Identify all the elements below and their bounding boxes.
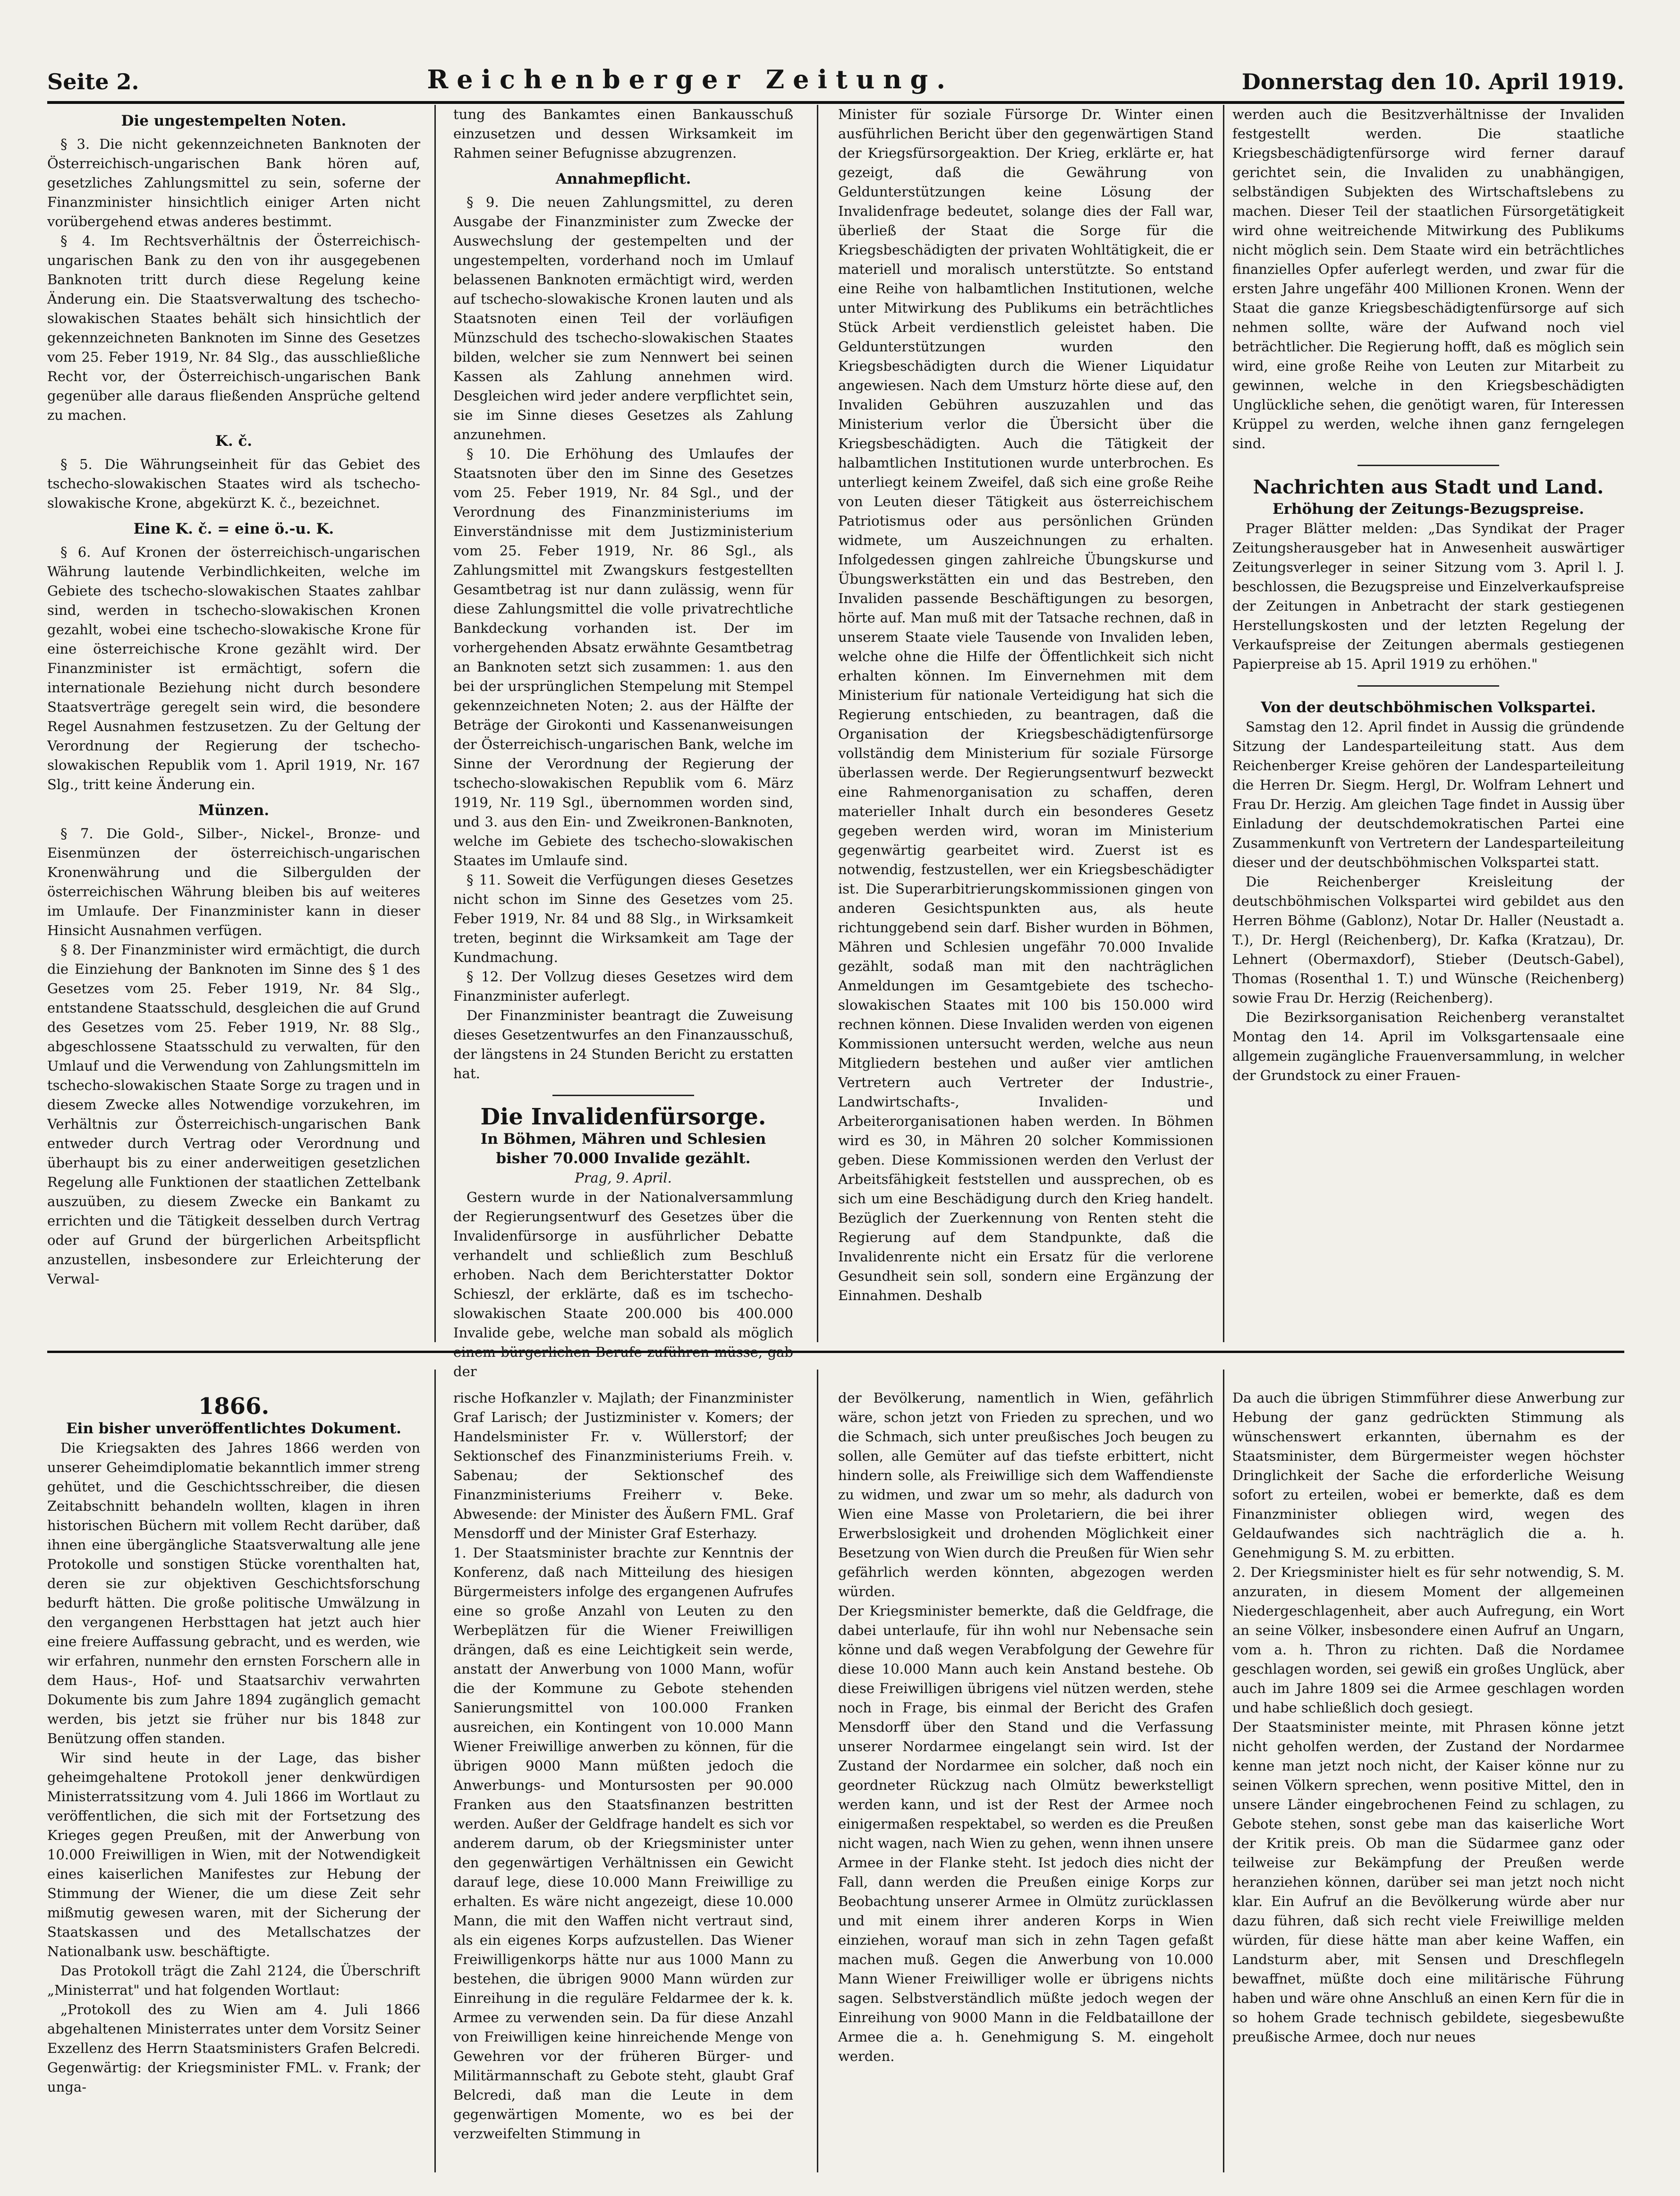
paragraph: § 7. Die Gold-, Silber-, Nickel-, Bronze- und Eisenmünzen der österreichisch-ungarischen Kronenwährung und die Silbergulden der österreichischen Währung bleiben bis auf weiteres im Umlaufe. Der Finanzminister kann in dieser Hinsicht Ausnahmen verfügen. bbox=[47, 826, 420, 938]
paragraph: § 4. Im Rechtsverhältnis der Österreichisch-ungarischen Bank zu den von ihr ausgegebenen Banknoten tritt durch diese Regelung keine Änderung ein. Die Staatsverwaltung des tschecho-slowakischen Staates behält sich hinsichtlich der gekennzeichneten Banknoten im Sinne des Gesetzes vom 25. Feber 1919, Nr. 84 Slg., das ausschließliche Recht vor, der Österreichisch-ungarischen Bank gegenüber alle daraus fließenden Ansprüche geltend zu machen. bbox=[47, 233, 420, 423]
column-rule bbox=[817, 1370, 818, 2172]
page-number: Seite 2. bbox=[47, 69, 139, 94]
article-subtitle: In Böhmen, Mähren und Schlesien bisher 70.000 Invalide gezählt. bbox=[480, 1131, 766, 1167]
newspaper-title: Reichenberger Zeitung. bbox=[427, 64, 954, 94]
paragraph: § 10. Die Erhöhung des Umlaufes der Staatsnoten über den im Sinne des Gesetzes vom 25. Feber 1919, Nr. 84 Sgl., und der Verordnung des Finanzministeriums im Einverständnisse mit dem Justizministerium vom 25. Feber 1919, Nr. 86 Sgl., als Zahlungsmittel mit Zwangskurs festgestellten Gesamtbetrag ist nur dann zulässig, wenn für diese Zahlungsmittel die volle privatrechtliche Bankdeckung vorhanden ist. Der im vorhergehenden Absatz erwähnte Gesamtbetrag an Banknoten setzt sich zusammen: 1. aus den bei der ursprünglichen Stempelung mit Stempel gekennzeichneten Noten; 2. aus der Hälfte der Beträge der Girokonti und Kassenanweisungen der Österreichisch-ungarischen Bank, welche im Sinne der Verordnung der Regierung der tschecho-slowakischen Republik vom 6. März 1919, Nr. 119 Sgl., übernommen worden sind, und 3. aus den Ein- und Zweikronen-Banknoten, welche im Gebiete des tschecho-slowakischen Staates im Umlaufe sind. bbox=[453, 446, 793, 868]
divider bbox=[1358, 685, 1499, 687]
subheading: Von der deutschböhmischen Volkspartei. bbox=[1261, 699, 1596, 716]
column-1 bbox=[47, 105, 420, 1289]
column-3 bbox=[838, 105, 1213, 1305]
paragraph: § 8. Der Finanzminister wird ermächtigt, die durch die Einziehung der Banknoten im Sinne des § 1 des Gesetzes vom 25. Feber 1919, Nr. 84 Slg., entstandene Staatsschuld, desgleichen die auf Grund des Gesetzes vom 25. Feber 1919, Nr. 88 Slg., abgeschlossene Staatsschuld zu verwalten, für den Umlauf und die Verwendung von Zahlungsmitteln im tschecho-slowakischen Staate Sorge zu tragen und in diesem Zwecke alles Notwendige vorzukehren, im Verhältnis zur Österreichisch-ungarischen Bank entweder durch Vertrag oder Verordnung und überhaupt bis zu einer anderweitigen gesetzlichen Regelung alle Funktionen der staatlichen Zettelbank auszuüben, zu diesem Zwecke ein Bankamt zu errichten und die Tätigkeit desselben durch Vertrag oder auf Grund der bürgerlichen Arbeitspflicht anzustellen, insbesondere zur Erleichterung der Verwal- bbox=[47, 942, 420, 1287]
paragraph: Die Kriegsakten des Jahres 1866 werden von unserer Geheimdiplomatie bekanntlich immer streng gehütet, und die Geschichtsschreiber, die diesen Zeitabschnitt behandeln wollten, klagen in ihren historischen Büchern mit vollem Recht darüber, daß ihnen eine übergängliche Staatsverwaltung alle jene Protokolle und sonstigen Stücke vorenthalten hat, deren sie zur objektiven Geschichtsforschung bedurft hätten. Die große politische Umwälzung in den vergangenen Herbsttagen hat jetzt auch hier eine freiere Auffassung gebracht, und es werden, wie wir erfahren, nunmehr den ernsten Forschern alle in dem Haus-, Hof- und Staatsarchiv verwahrten Dokumente bis zum Jahre 1894 zugänglich gemacht werden, bis jetzt sie früher nur bis 1848 zur Benützung offen standen. bbox=[47, 1440, 420, 1746]
issue-date: Donnerstag den 10. April 1919. bbox=[1241, 69, 1624, 94]
paragraph: der Bevölkerung, namentlich in Wien, gefährlich wäre, schon jetzt von Frieden zu sprechen, und wo die Schmach, sich unter preußisches Joch beugen zu sollen, alle Gemüter auf das tiefste erbittert, nicht hindern solle, als Freiwillige sich dem Waffendienste zu widmen, und zwar um so mehr, als dadurch von Wien eine Masse von Proletariern, die bei ihrer Erwerbslosigkeit und drohenden Möglichkeit einer Besetzung von Wien durch die Preußen für Wien sehr gefährlich werden könnten, abgezogen werden würden. Der Kriegsminister bemerkte, daß die Geldfrage, die dabei unterlaufe, für ihn wohl nur Nebensache sein könne und daß wegen Verabfolgung der Gewehre für diese 10.000 Mann auch kein Anstand bestehe. Ob diese Freiwilligen übrigens viel nützen werden, stehe noch in Frage, bis einmal der Bericht des Grafen Mensdorff über den Stand und die Verfassung unserer Nordarmee eingelangt sein wird. Ist der Zustand der Nordarmee ein solcher, daß noch ein geordneter Rückzug nach Olmütz bewerkstelligt werden kann, und ist der Rest der Armee noch einigermaßen respektabel, so werden es die Preußen nicht wagen, nach Wien zu gehen, wenn ihnen unsere Armee in der Flanke steht. Ist jedoch dies nicht der Fall, dann werden die Preußen einige Korps zur Beobachtung unserer Armee in Olmütz zurücklassen und mit einem ihrer anderen Korps in Wien einziehen, worauf man sich in zehn Tagen gefaßt machen muß. Gegen die Anwerbung von 10.000 Mann Wiener Freiwilliger wolle er übrigens nichts sagen. Selbstverständlich müßte jedoch wegen der Einreihung von 9000 Mann in die Feldbataillone der Armee die a. h. Genehmigung S. M. eingeholt werden. bbox=[838, 1390, 1213, 2064]
paragraph: „Protokoll des zu Wien am 4. Juli 1866 abgehaltenen Ministerrates unter dem Vorsitz Seiner Exzellenz des Herrn Staatsministers Grafen Belcredi. Gegenwärtig: der Kriegsminister FML. v. Frank; der unga- bbox=[47, 2001, 420, 2095]
column-rule bbox=[434, 105, 436, 1342]
paragraph: § 3. Die nicht gekennzeichneten Banknoten der Österreichisch-ungarischen Bank hören auf, gesetzliches Zahlungsmittel zu sein, soferne der Finanzminister hinsichtlich einiger Arten nicht vorübergehend etwas anderes bestimmt. bbox=[47, 136, 420, 230]
article-title: Die Invalidenfürsorge. bbox=[480, 1104, 766, 1130]
paragraph: tung des Bankamtes einen Bankausschuß einzusetzen und dessen Wirksamkeit im Rahmen seiner Befugnisse abzugrenzen. bbox=[453, 106, 793, 161]
paragraph: Die Bezirksorganisation Reichenberg veranstaltet Montag den 14. April im Volksgartensaale eine allgemein zugängliche Frauenversammlung, in welcher der Grundstock zu einer Frauen- bbox=[1232, 1009, 1624, 1083]
column-4 bbox=[1232, 105, 1624, 1085]
paragraph: Der Finanzminister beantragt die Zuweisung dieses Gesetzentwurfes an den Finanzausschuß, der längstens in 24 Stunden Bericht zu erstatten hat. bbox=[453, 1007, 793, 1081]
paragraph: § 11. Soweit die Verfügungen dieses Gesetzes nicht schon im Sinne des Gesetzes vom 25. Feber 1919, Nr. 84 und 88 Slg., in Wirksamkeit treten, beginnt die Wirksamkeit am Tage der Kundmachung. bbox=[453, 872, 793, 965]
article-subtitle: Ein bisher unveröffentlichtes Dokument. bbox=[66, 1420, 401, 1437]
section-heading: Die ungestempelten Noten. bbox=[121, 112, 347, 129]
paragraph: Die Reichenberger Kreisleitung der deutschböhmischen Volkspartei wird gebildet aus den Herren Böhme (Gablonz), Notar Dr. Haller (Neustadt a. T.), Dr. Hergl (Reichenberg), Dr. Kafka (Kratzau), Dr. Lehnert (Obermaxdorf), Stieber (Deutsch-Gabel), Thomas (Rosenthal 1. T.) und Wünsche (Reichenberg) sowie Frau Dr. Herzig (Reichenberg). bbox=[1232, 874, 1624, 1006]
column-rule bbox=[817, 105, 818, 1342]
paragraph: Da auch die übrigen Stimmführer diese Anwerbung zur Hebung der ganz gedrückten Stimmung als wünschenswert erkannten, übernahm es der Staatsminister, dem Bürgermeister wegen höchster Dringlichkeit der Sache die erforderliche Weisung sofort zu erteilen, wobei er bemerkte, daß es dem Finanzminister obliegen wird, wegen des Geldaufwandes sich nachträglich die a. h. Genehmigung S. M. zu erbitten. 2. Der Kriegsminister hielt es für sehr notwendig, S. M. anzuraten, in diesem Moment der allgemeinen Niedergeschlagenheit, aber auch Aufregung, ein Wort an seine Völker, insbesondere einen Aufruf an Ungarn, vom a. h. Thron zu richten. Daß die Nordamee geschlagen worden, sei gewiß ein großes Unglück, aber auch im Jahre 1809 sei die Armee geschlagen worden und habe schließlich doch gesiegt. Der Staatsminister meinte, mit Phrasen könne jetzt nicht geholfen werden, der Zustand der Nordarmee kenne man jetzt noch nicht, der Kaiser könne nur zu seinen Völkern sprechen, wenn positive Mittel, den in unsere Länder eingebrochenen Feind zu schlagen, zu Gebote stehen, sonst gebe man das kaiserliche Wort der Kritik preis. Ob man die Südarmee ganz oder teilweise zur Bekämpfung der Preußen werde heranziehen können, darüber sei man jetzt noch nicht klar. Ein Aufruf an die Bevölkerung würde aber nur dazu führen, daß sich recht viele Freiwillige melden würden, für diese hätte man aber keine Waffen, ein Landsturm aber, mit Sensen und Dreschflegeln bewaffnet, müßte doch eine militärische Führung haben und wäre ohne Anschluß an einen Kern für die in so hohem Grade technisch gebildete, siegesbewußte preußische Armee, doch nur neues bbox=[1232, 1390, 1624, 2045]
masthead bbox=[47, 57, 1624, 104]
paragraph: Minister für soziale Fürsorge Dr. Winter einen ausführlichen Bericht über den gegenwärtigen Stand der Kriegsfürsorgeaktion. Der Krieg, erklärte er, hat gezeigt, daß die Gewährung von Geldunterstützungen keine Lösung der Invalidenfrage bedeutet, solange dies der Fall war, überließ der Staat die Sorge für die Kriegsbeschädigten der privaten Wohltätigkeit, die er materiell und moralisch unterstützte. So entstand eine Reihe von halbamtlichen Institutionen, welche unter Mitwirkung des Publikums ein beträchtliches Stück Arbeit verdienstlich geleistet haben. Die Geldunterstützungen wurden den Kriegsbeschädigten durch die Wiener Liquidatur angewiesen. Nach dem Umsturz hörte diese auf, den Invaliden Gebühren auszuzahlen und das Ministerium verlor die Übersicht über die Kriegsbeschädigten. Auch die Tätigkeit der halbamtlichen Institutionen wurde unterbrochen. Es unterliegt keinem Zweifel, daß sich eine große Reihe von Leuten dieser Tätigkeit aus österreichischem Patriotismus oder aus persönlichen Gründen widmete, um Auszeichnungen zu erhalten. Infolgedessen gingen zahlreiche Übungskurse und Übungswerkstätten ein und das Bestreben, den Invaliden passende Beschäftigungen zu besorgen, hörte auf. Man muß mit der Tatsache rechnen, daß in unserem Staate viele Tausende von Invaliden leben, welche ohne die Hilfe der Öffentlichkeit sich nicht erhalten können. Im Einvernehmen mit dem Ministerium für nationale Verteidigung hat sich die Regierung entschieden, zu beantragen, daß die Organisation der Kriegsbeschädigtenfürsorge vollständig dem Ministerium für soziale Fürsorge überlassen werde. Der Regierungsentwurf bezweckt eine Rahmenorganisation zu schaffen, deren materieller Inhalt durch ein besonderes Gesetz gegeben werden wird, woran im Ministerium gegenwärtig gearbeitet wird. Zuerst ist es notwendig, festzustellen, wer ein Kriegsbeschädigter ist. Die Superarbitrierungskommissionen gingen von anderen Gesichtspunkten aus, als heute richtunggebend sein darf. Bisher wurden in Böhmen, Mähren und Schlesien ungefähr 70.000 Invalide gezählt, sodaß man mit den nachträglichen Anmeldungen im Gesamtgebiete des tschecho-slowakischen Staates mit 100 bis 150.000 wird rechnen können. Diese Invaliden werden von eigenen Kommissionen untersucht werden, welche aus neun Mitgliedern bestehen und außer vier amtlichen Vertretern auch Vertreter der Industrie-, Landwirtschafts-, Invaliden- und Arbeiterorganisationen haben werden. In Böhmen wird es 30, in Mähren 20 solcher Kommissionen geben. Diese Kommissionen werden den Verlust der Arbeitsfähigkeit feststellen und aussprechen, ob es sich um eine Beschädigung durch den Krieg handelt. Bezüglich der Zuerkennung von Renten steht die Regierung auf dem Standpunkte, daß die Invalidenrente nicht ein Ersatz für die verlorene Gesundheit sein soll, sondern eine Ergänzung der Einnahmen. Deshalb bbox=[838, 106, 1213, 1303]
paragraph: Gestern wurde in der Nationalversammlung der Regierungsentwurf des Gesetzes über die Invalidenfürsorge in ausführlicher Debatte verhandelt und schließlich zum Beschluß erhoben. Nach dem Berichterstatter Doktor Schieszl, der erklärte, daß es im tschecho-slowakischen Staate 200.000 bis 400.000 Invalide gebe, welche man sobald als möglich einem bürgerlichen Berufe zuführen müsse, gab der bbox=[453, 1189, 793, 1379]
column-rule bbox=[434, 1370, 436, 2172]
section-heading: Münzen. bbox=[198, 802, 270, 819]
paragraph: § 6. Auf Kronen der österreichisch-ungarischen Währung lautende Verbindlichkeiten, welche im Gebiete des tschecho-slowakischen Staates zahlbar sind, werden in tschecho-slowakischen Kronen gezahlt, wobei eine tschecho-slowakische Krone für eine österreichische Krone gezählt wird. Der Finanzminister ist ermächtigt, sofern die internationale Beziehung nicht durch besondere Staatsverträge geregelt sein wird, die besondere Regel Ausnahmen festzusetzen. Zu der Geltung der Verordnung der Regierung der tschecho-slowakischen Republik vom 1. April 1919, Nr. 167 Slg., tritt keine Änderung ein. bbox=[47, 544, 420, 792]
section-divider bbox=[47, 1351, 1624, 1353]
article-title: 1866. bbox=[198, 1393, 270, 1420]
paragraph: Wir sind heute in der Lage, das bisher geheimgehaltene Protokoll jener denkwürdigen Ministerratssitzung vom 4. Juli 1866 im Wortlaut zu veröffentlichen, die sich mit der Fortsetzung des Krieges gegen Preußen, mit der Anwerbung von 10.000 Freiwilligen in Wien, mit der Notwendigkeit eines kaiserlichen Manifestes zur Hebung der Stimmung der Wiener, die um diese Zeit sehr mißmutig gewesen waren, mit der Sicherung der Staatskassen und des Metallschatzes der Nationalbank usw. beschäftigte. bbox=[47, 1750, 420, 1959]
paragraph: § 5. Die Währungseinheit für das Gebiet des tschecho-slowakischen Staates wird als tschecho-slowakische Krone, abgekürzt K. č., bezeichnet. bbox=[47, 456, 420, 511]
divider bbox=[1358, 465, 1499, 466]
paragraph: Prager Blätter melden: „Das Syndikat der Prager Zeitungsherausgeber hat in Anwesenheit auswärtiger Zeitungsverleger in seiner Sitzung vom 3. April l. J. beschlossen, die Bezugspreise und Einzelverkaufspreise der Zeitungen in Anbetracht der stark gestiegenen Herstellungskosten und der letzten Regelung der Verkaufspreise der Zeitungen abermals gestiegenen Papierpreise ab 15. April 1919 zu erhöhen." bbox=[1232, 520, 1624, 672]
dateline: Prag, 9. April. bbox=[575, 1170, 672, 1186]
section-title: Nachrichten aus Stadt und Land. bbox=[1253, 476, 1604, 498]
section-heading: Annahmepflicht. bbox=[555, 170, 691, 187]
column-6 bbox=[453, 1388, 793, 2144]
column-rule bbox=[1223, 1370, 1224, 2172]
column-7 bbox=[838, 1388, 1213, 2066]
paragraph: werden auch die Besitzverhältnisse der Invaliden festgestellt werden. Die staatliche Kriegsbeschädigtenfürsorge wird ferner darauf gerichtet sein, die Invaliden zu unabhängigen, selbständigen Subjekten des Wirtschaftslebens zu machen. Dieser Teil der staatlichen Fürsorgetätigkeit wird ohne weitreichende Mitwirkung des Publikums nicht möglich sein. Dem Staate wird ein beträchtliches finanzielles Opfer auferlegt werden, und zwar für die ersten Jahre ungefähr 400 Millionen Kronen. Wenn der Staat die ganze Kriegsbeschädigtenfürsorge auf sich nehmen sollte, wäre der Aufwand noch viel beträchtlicher. Die Regierung hofft, daß es möglich sein wird, eine große Reihe von Leuten zur Mitarbeit zu gewinnen, welche in den Kriegsbeschädigten Unglückliche sehen, die genötigt waren, für Interessen Krüppel zu werden, welche ihnen ganz ferngelegen sind. bbox=[1232, 106, 1624, 451]
subheading: Erhöhung der Zeitungs-Bezugspreise. bbox=[1273, 501, 1584, 518]
column-rule bbox=[1223, 105, 1224, 1342]
column-5 bbox=[47, 1388, 420, 2097]
paragraph: Samstag den 12. April findet in Aussig die gründende Sitzung der Landesparteileitung statt. Aus dem Reichenberger Kreise gehören der Landesparteileitung die Herren Dr. Siegm. Hergl, Dr. Wolfram Lehnert und Frau Dr. Herzig. Am gleichen Tage findet in Aussig über Einladung der deutschdemokratischen Partei eine Zusammenkunft von Vertretern der Landesparteileitung dieser und der deutschböhmischen Volkspartei statt. bbox=[1232, 719, 1624, 870]
paragraph: § 12. Der Vollzug dieses Gesetzes wird dem Finanzminister auferlegt. bbox=[453, 969, 793, 1004]
paragraph: § 9. Die neuen Zahlungsmittel, zu deren Ausgabe der Finanzminister zum Zwecke der Auswechslung der gestempelten und der ungestempelten, vorderhand noch im Umlauf belassenen Banknoten ermächtigt wird, werden auf tschecho-slowakische Kronen lauten und als Staatsnoten einen Teil der vorläufigen Münzschuld des tschecho-slowakischen Staates bilden, welcher sie zum Nennwert bei seinen Kassen als Zahlung annehmen wird. Desgleichen wird jeder andere verpflichtet sein, sie im Sinne dieses Gesetzes als Zahlung anzunehmen. bbox=[453, 194, 793, 443]
section-heading: K. č. bbox=[215, 433, 253, 450]
section-heading: Eine K. č. = eine ö.-u. K. bbox=[133, 520, 334, 537]
divider bbox=[552, 1095, 694, 1096]
column-8 bbox=[1232, 1388, 1624, 2047]
column-2 bbox=[453, 105, 793, 1381]
paragraph: Das Protokoll trägt die Zahl 2124, die Überschrift „Ministerrat" und hat folgenden Wortlaut: bbox=[47, 1963, 420, 1998]
paragraph: rische Hofkanzler v. Majlath; der Finanzminister Graf Larisch; der Justizminister v. Komers; der Handelsminister Fr. v. Wüllerstorf; der Sektionschef des Finanzministeriums Freih. v. Sabenau; der Sektionschef des Finanzministeriums Freiherr v. Beke. Abwesende: der Minister des Äußern FML. Graf Mensdorff und der Minister Graf Esterhazy. 1. Der Staatsminister brachte zur Kenntnis der Konferenz, daß nach Mitteilung des hiesigen Bürgermeisters infolge des ergangenen Aufrufes eine so große Anzahl von Leuten zu den Werbeplätzen für die Wiener Freiwilligen drängen, daß es eine Leichtigkeit sein werde, anstatt der Anwerbung von 1000 Mann, wofür die der Kommune zu Gebote stehenden Sanierungsmittel von 100.000 Franken ausreichen, ein Kontingent von 10.000 Mann Wiener Freiwillige anwerben zu können, für die übrigen 9000 Mann müßten jedoch die Anwerbungs- und Montursosten per 90.000 Franken aus den Staatsfinanzen bestritten werden. Außer der Geldfrage handelt es sich vor anderem darum, ob der Kriegsminister unter den gegenwärtigen Verhältnissen ein Gewicht darauf lege, diese 10.000 Mann Freiwillige zu erhalten. Es wäre nicht angezeigt, diese 10.000 Mann, die mit den Waffen nicht vertraut sind, als ein eigenes Korps aufzustellen. Das Wiener Freiwilligenkorps hätte nur aus 1000 Mann zu bestehen, die übrigen 9000 Mann würden zur Einreihung in die reguläre Feldarmee der k. k. Armee zu verwenden sein. Da für diese Anzahl von Freiwilligen keine hinreichende Menge von Gewehren vor der früheren Bürger- und Militärmannschaft zu Gebote steht, glaubt Graf Belcredi, daß man die Leute in dem gegenwärtigen Momente, wo es bei der verzweifelten Stimmung in bbox=[453, 1390, 793, 2142]
